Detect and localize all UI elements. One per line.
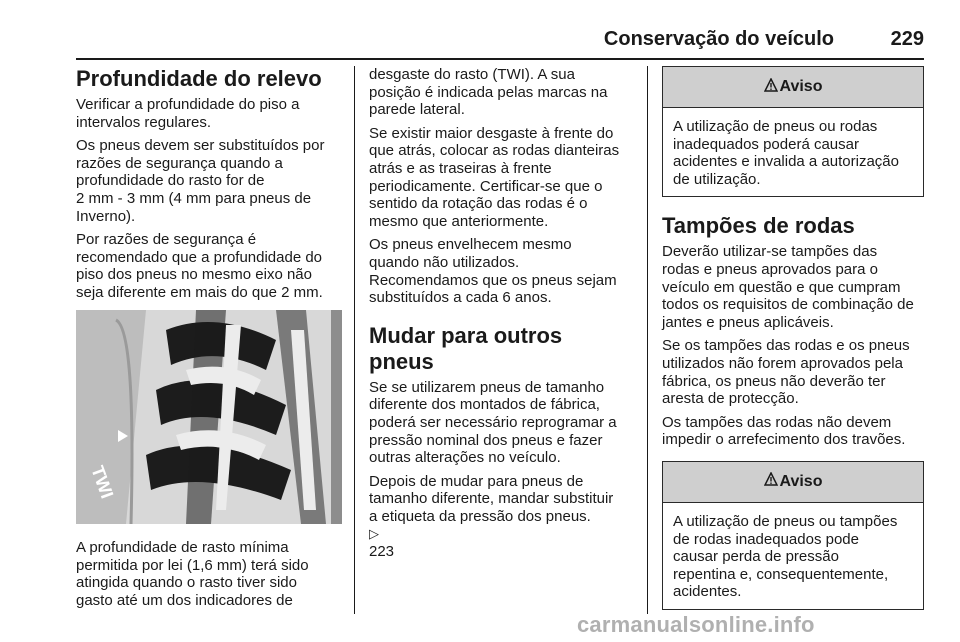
- paragraph: Os pneus envelhecem mesmo quando não utilizados. Recomendamos que os pneus sejam substituídos a cada 6 anos.: [369, 236, 617, 307]
- paragraph: Os tampões das rodas não devem impedir o arrefecimento dos travões.: [662, 413, 906, 449]
- paragraph: Se se utilizarem pneus de tamanho diferente dos montados de fábrica, poderá ser necessário reprogramar a pressão nominal dos pneus e fazer outras alterações no veículo.: [369, 378, 617, 467]
- tire-tread-image: [76, 310, 342, 524]
- section-heading-tread-depth: Profundidade do relevo: [76, 66, 322, 91]
- warning-box: [662, 66, 924, 197]
- paragraph: Se os tampões das rodas e os pneus utilizados não forem aprovados pela fábrica, os pneus não deverão ter aresta de protecção.: [662, 337, 910, 408]
- warning-triangle-icon: [764, 472, 778, 491]
- paragraph: A profundidade de rasto mínima permitida por lei (1,6 mm) terá sido atingida quando o rasto tiver sido gasto até um dos indicadores de: [76, 539, 309, 609]
- column-3: [662, 66, 924, 626]
- paragraph: Os pneus devem ser substituídos por razões de segurança quando a profundidade do rasto for de 2 mm - 3 mm (4 mm para pneus de Inverno).: [76, 137, 325, 225]
- paragraph: Por razões de segurança é recomendado que a profundidade do piso dos pneus no mesmo eixo não seja diferente em mais do que 2 mm.: [76, 231, 323, 301]
- warning-title: Aviso: [779, 472, 823, 490]
- page-header: [76, 28, 924, 58]
- tire-tread-illustration: [76, 310, 342, 524]
- column-1: [76, 66, 342, 609]
- twi-label: TWI: [87, 463, 118, 502]
- column-divider: [354, 66, 355, 614]
- paragraph: desgaste do rasto (TWI). A sua posição é indicada pelas marcas na parede lateral.: [369, 66, 608, 119]
- section-heading-change-tyres: Mudar para outros pneus: [369, 322, 563, 374]
- column-divider: [647, 66, 648, 614]
- paragraph: Se existir maior desgaste à frente do que atrás, colocar as rodas dianteiras atrás e as traseiras à frente periodicamente. Certificar-se que o sentido da rotação das rodas é o mesmo que anteriormente.: [369, 124, 620, 230]
- warning-body: A utilização de pneus ou tampões de rodas inadequados pode causar perda de pressão repentina e, consequentemente, acidentes.: [673, 512, 898, 601]
- arrow-ref-icon: ▷: [369, 526, 379, 542]
- paragraph: Depois de mudar para pneus de tamanho diferente, mandar substituir a etiqueta da pressão dos pneus. ▷ 223: [369, 473, 633, 561]
- page-reference[interactable]: ▷ 223: [369, 525, 633, 560]
- warning-title: Aviso: [779, 78, 823, 95]
- watermark: carmanualsonline.info: [577, 612, 815, 637]
- warning-header: [663, 462, 923, 503]
- warning-header: [663, 67, 923, 108]
- column-2: [369, 66, 633, 567]
- page-number: 229: [890, 28, 924, 50]
- warning-box: [662, 461, 924, 610]
- header-title: Conservação do veículo: [603, 28, 834, 50]
- section-heading-wheel-covers: Tampões de rodas: [662, 213, 855, 239]
- paragraph: Deverão utilizar-se tampões das rodas e pneus aprovados para o veículo em questão e que cumpram todos os requisitos de combinação de jantes e pneus aplicáveis.: [662, 243, 914, 331]
- warning-triangle-icon: [764, 78, 778, 97]
- header-rule: [76, 58, 924, 60]
- paragraph: Verificar a profundidade do piso a intervalos regulares.: [76, 96, 300, 131]
- warning-body: A utilização de pneus ou rodas inadequados poderá causar acidentes e invalida a autorização de utilização.: [673, 118, 899, 188]
